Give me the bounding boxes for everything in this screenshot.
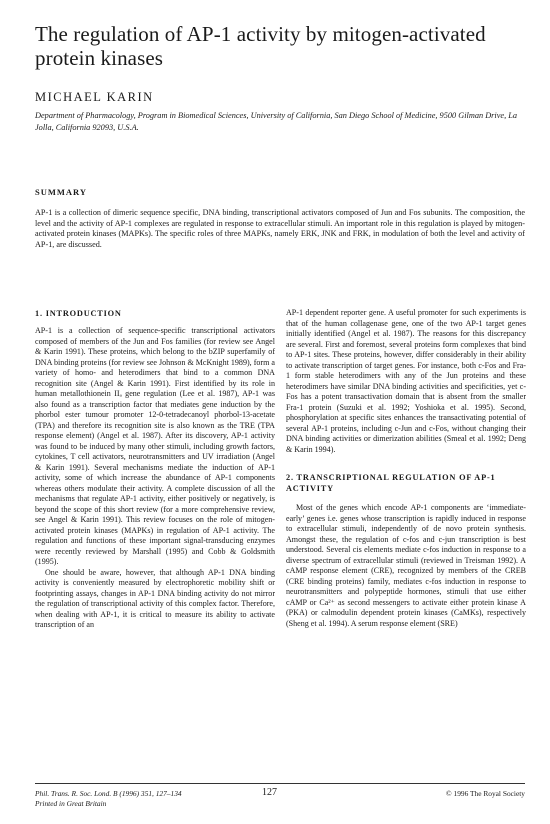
summary-heading: SUMMARY [35,187,88,197]
summary-text: AP-1 is a collection of dimeric sequence specific, DNA binding, transcriptional activators composed of Jun and Fos subunits. The composition, the level and the activity of AP-1 complexes are regulated in response to extracellular stimuli. An important role in this regulation is played by mitogen-activated protein kinases (MAPKs). The specific roles of three MAPKs, namely ERK, JNK and FRK, in modulation of both the level and activity of AP-1, are discussed. [35,208,525,249]
intro-paragraph-continued: AP-1 dependent reporter gene. A useful promoter for such experiments is that of the human collagenase gene, one of the two AP-1 target genes initially identified (Angel et al. 1987). The reasons for this discrepancy are several. First and foremost, several proteins form complexes that bind to AP-1 sites. These proteins, however, differ considerably in their ability to activate transcription of target genes. For instance, both c-Fos and Fra-1 form stable heterodimers with any of the Jun proteins and these heterodimers have similar DNA binding activities and specificities, yet c-Fos has a potent transactivation domain that is absent from the smaller Fra-1 protein (Suzuki et al. 1992; Yoshioka et al. 1995). Second, phosphorylation at specific sites enhances the transactivating potential of several AP-1 proteins, including c-Jun and c-Fos, without changing their DNA binding activities or dimerization abilities (Smeal et al. 1992; Deng & Karin 1994). [286,308,526,454]
left-column [35,308,275,631]
footer-citation [35,789,182,808]
journal-citation: Phil. Trans. R. Soc. Lond. B (1996) 351, 127–134 [35,789,182,798]
section-heading-transcriptional-regulation: 2. TRANSCRIPTIONAL REGULATION OF AP-1 ACTIVITY [286,473,496,493]
intro-paragraph-2: One should be aware, however, that although AP-1 DNA binding activity is conveniently measured by electrophoretic mobility shift or footprinting assays, changes in AP-1 DNA binding activity do not mirror the regulation of transcriptional activity of this complex factor. Therefore, when dealing with AP-1, it is critical to measure its ability to activate transcription of an [35,567,275,629]
page-number: 127 [262,787,277,798]
section2-paragraph-1: Most of the genes which encode AP-1 components are ‘immediate-early’ genes i.e. genes whose transcription is rapidly induced in response to extracellular stimuli, independently of de novo protein synthesis. Amongst these, the regulation of c-fos and c-jun transcription is best understood. Several cis elements mediate c-fos induction in response to a diverse spectrum of extracellular stimuli (reviewed in Treisman 1992). A cAMP response element (CRE), recognized by members of the CREB (CRE binding proteins) family, mediates c-fos induction in response to neurotransmitters and polypeptide hormones, stimuli that use either cAMP or Ca²⁺ as second messengers to activate either protein kinase A (PKA) or calmodulin dependent protein kinases (CaMKs), respectively (Sheng et al. 1994). A serum response element (SRE) [286,503,526,628]
copyright-notice: © 1996 The Royal Society [446,789,525,798]
section-heading-introduction: 1. INTRODUCTION [35,309,122,318]
printed-note: Printed in Great Britain [35,798,107,808]
article-title: The regulation of AP-1 activity by mitogen-activated protein kinases [35,22,486,70]
footer-rule [35,783,525,784]
author-affiliation: Department of Pharmacology, Program in Biomedical Sciences, University of California, San Diego School of Medicine, 9500 Gilman Drive, La Jolla, California 92093, U.S.A. [35,111,517,132]
intro-paragraph-1: AP-1 is a collection of sequence-specific transcriptional activators composed of members of the Jun and Fos families (for review see Angel & Karin 1991). These proteins, which belong to the bZIP superfamily of DNA binding proteins (for review see Johnson & McKnight 1989), form a variety of homo- and heterodimers that bind to a common DNA recognition site (Angel & Karin 1991). First identified by its role in human metallothionein IIₐ gene regulation (Lee et al. 1987), AP-1 was also found as a transcription factor that mediates gene induction by the phorbol ester tumour promoter 12-0-tetradecanoyl phorbol-13-acetate (TPA) and therefore its recognition site is also known as the TRE (TPA response element) (Angel et al. 1987). After its discovery, AP-1 activity was found to be induced by many other stimuli, including growth factors, cytokines, T cell activators, neurotransmitters and UV irradiation (Angel & Karin 1991). Several mechanisms mediate the induction of AP-1 activity, some of which increase the abundance of AP-1 components whereas others modulate their activity. A complete discussion of all the mechanisms that regulate AP-1 activity, either positively or negatively, is beyond the scope of this short review (for a more comprehensive review, see Angel & Karin 1991). This review focuses on the role of mitogen-activated protein kinases (MAPKs) in regulation of AP-1 activity. The regulation and functions of these important signal-transducing enzymes were recently reviewed by Marshall (1995) and Cobb & Goldsmith (1995). [35,326,275,566]
right-column [286,308,526,629]
author-name: MICHAEL KARIN [35,90,154,104]
